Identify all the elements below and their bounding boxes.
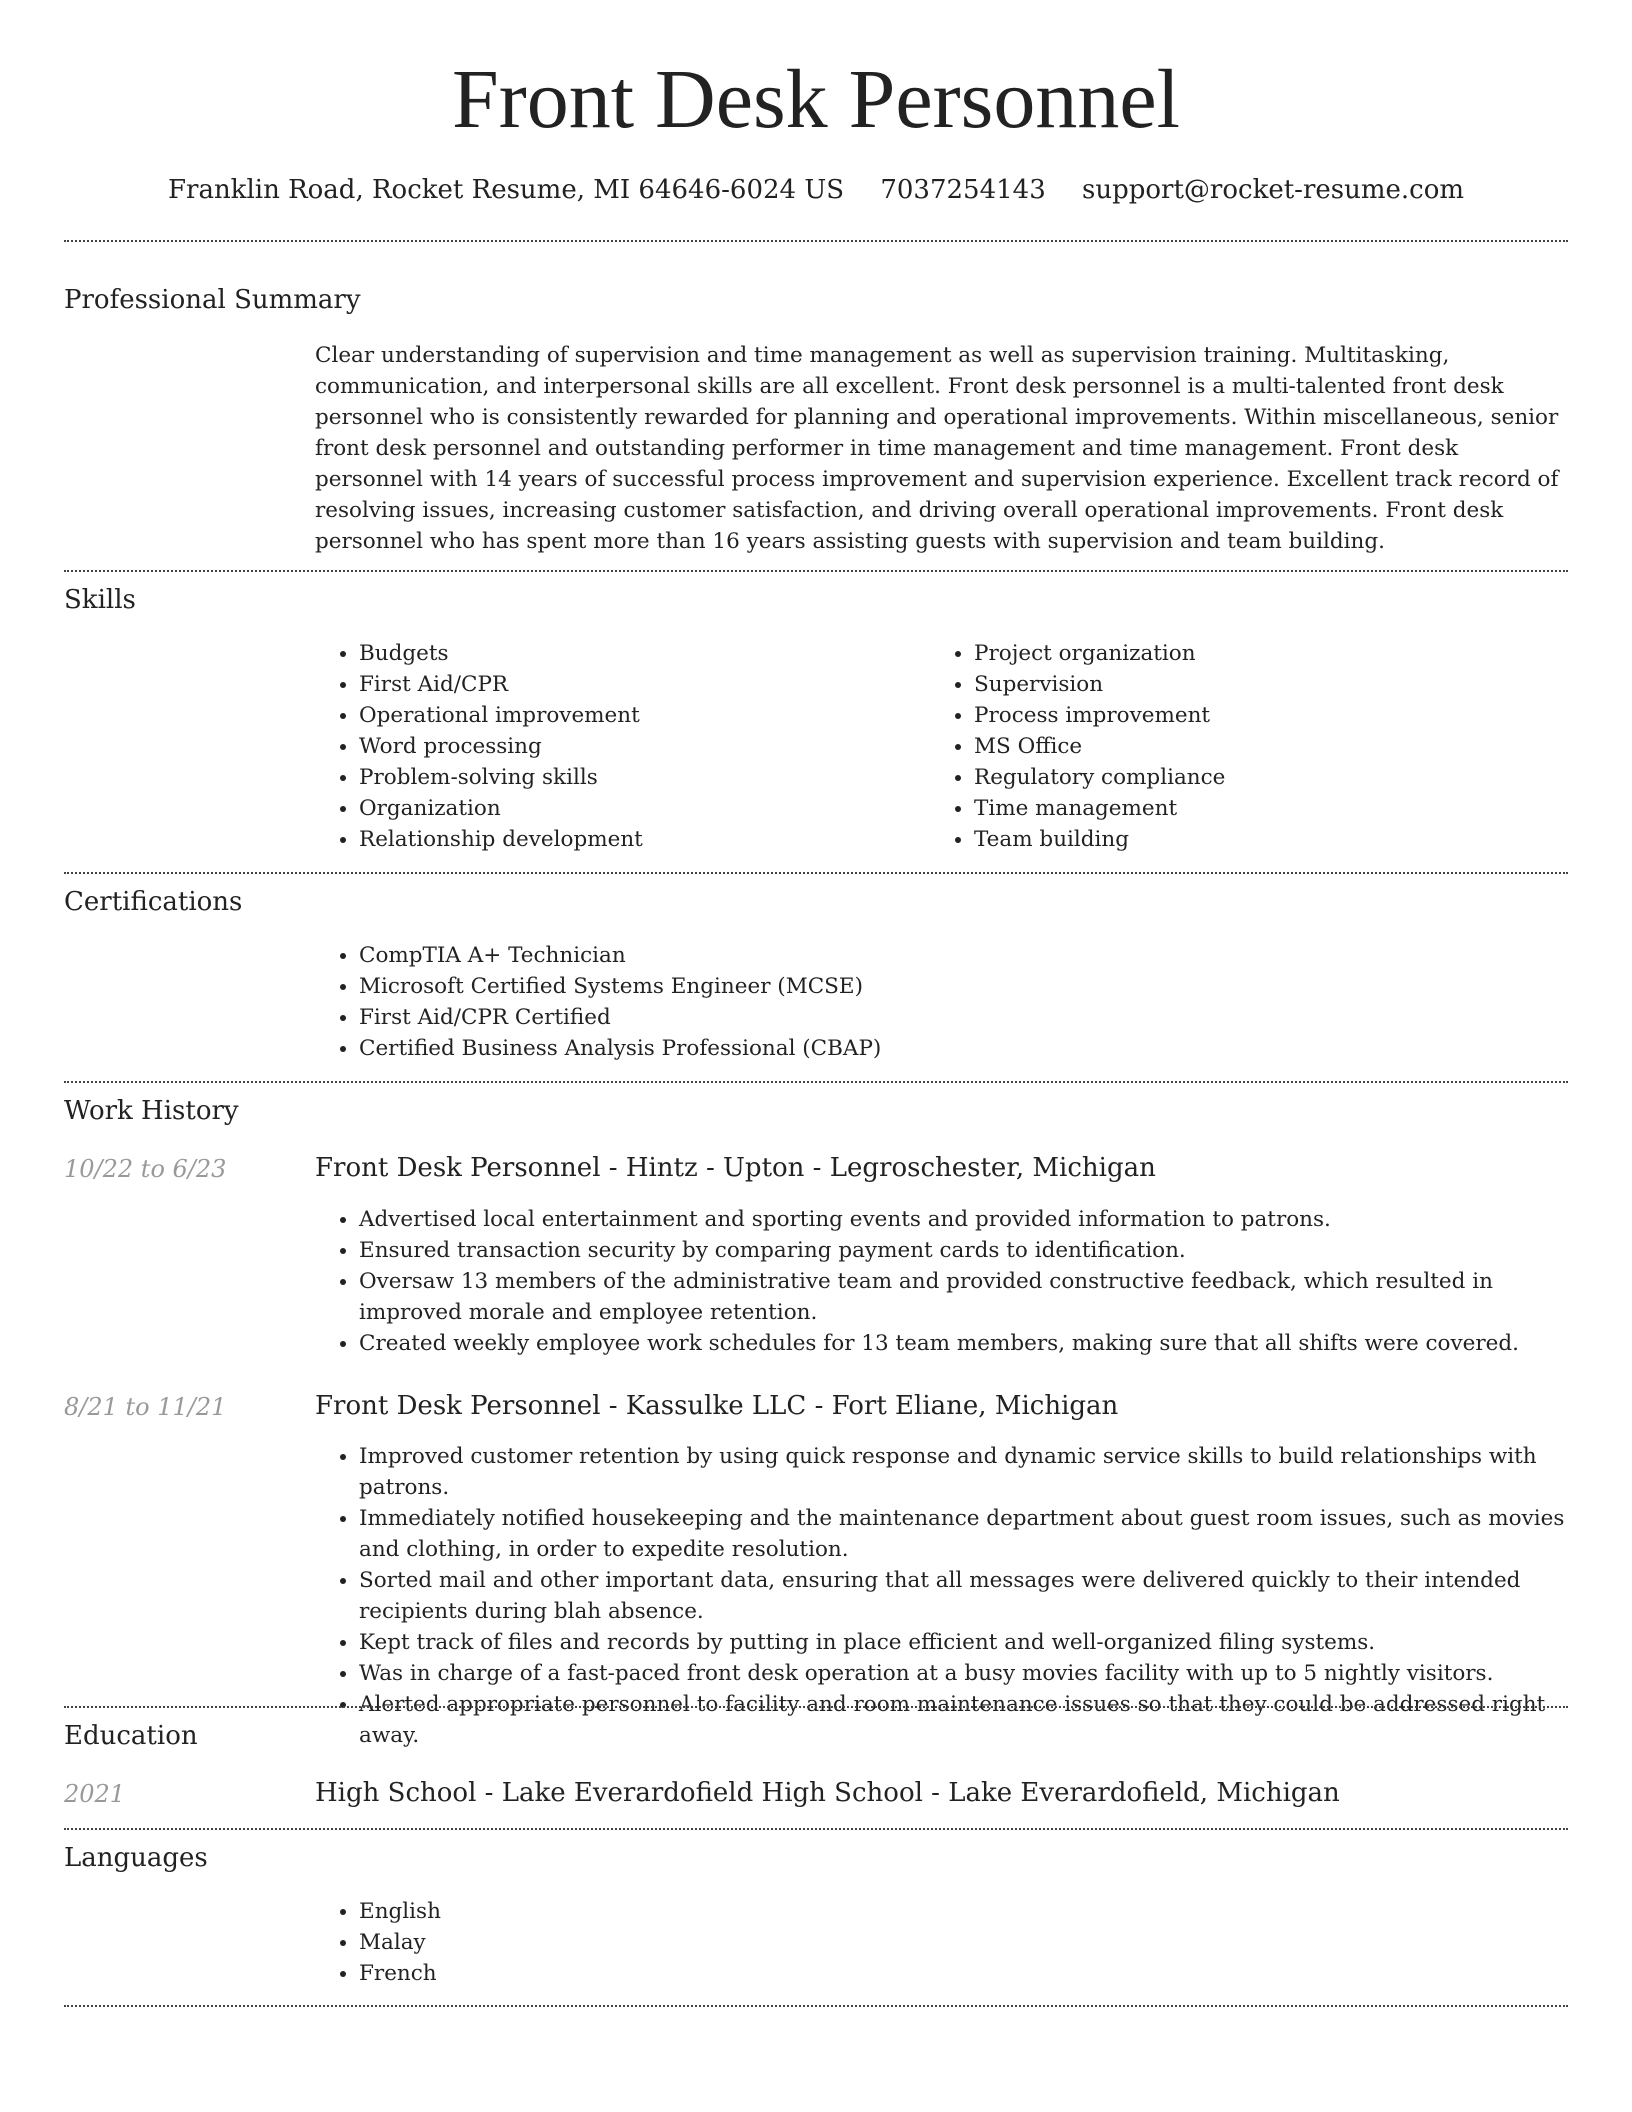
certification-item: • Microsoft Certified Systems Engineer (MCSE) [359, 971, 1559, 1002]
skill-item: • Organization [359, 793, 919, 824]
job-bullet-item: • Immediately notified housekeeping and the maintenance department about guest room issues, such as movies and clothing, in order to expedite resolution. [359, 1503, 1599, 1565]
section-divider [64, 240, 1568, 242]
work-history-section-title: Work History [64, 1096, 239, 1126]
job-bullet-item: • Alerted appropriate personnel to facility and room maintenance issues so that they could be addressed right away. [359, 1689, 1599, 1751]
skills-section-title: Skills [64, 585, 136, 615]
skills-list-right [930, 638, 1534, 855]
education-date: 2021 [64, 1780, 126, 1808]
job-bullet-item: • Ensured transaction security by comparing payment cards to identification. [359, 1235, 1599, 1266]
language-item: • English [359, 1896, 959, 1927]
skill-item: • First Aid/CPR [359, 669, 919, 700]
contact-email: support@rocket-resume.com [1082, 175, 1465, 205]
section-divider [64, 2005, 1568, 2007]
certification-item: • CompTIA A+ Technician [359, 940, 1559, 971]
summary-text: Clear understanding of supervision and time management as well as supervision training. Multitasking, communication, and interpersonal skills are all excellent. Front desk personnel is a multi-talented front desk personnel who is consistently rewarded for planning and operational improvements. Within miscellaneous, senior front desk personnel and outstanding performer in time management and time management. Front desk personnel with 14 years of successful process improvement and supervision experience. Excellent track record of resolving issues, increasing customer satisfaction, and driving overall operational improvements. Front desk personnel who has spent more than 16 years assisting guests with supervision and team building. [315, 343, 1559, 554]
skill-item: • Budgets [359, 638, 919, 669]
job-bullet-item: • Advertised local entertainment and sporting events and provided information to patrons. [359, 1204, 1599, 1235]
skill-item: • Word processing [359, 731, 919, 762]
job-bullets [315, 1204, 1599, 1359]
languages-list [315, 1896, 959, 1989]
skill-item: • Team building [974, 824, 1534, 855]
education-section-title: Education [64, 1721, 198, 1751]
skill-item: • MS Office [974, 731, 1534, 762]
contact-phone: 7037254143 [880, 175, 1046, 205]
skill-item: • Time management [974, 793, 1534, 824]
certifications-section-title: Certifications [64, 887, 243, 917]
skill-item: • Relationship development [359, 824, 919, 855]
section-divider [64, 570, 1568, 572]
language-item: • French [359, 1958, 959, 1989]
education-entry: High School - Lake Everardofield High School - Lake Everardofield, Michigan [315, 1778, 1340, 1808]
skill-item: • Operational improvement [359, 700, 919, 731]
job-bullet-item: • Created weekly employee work schedules for 13 team members, making sure that all shifts were covered. [359, 1328, 1599, 1359]
section-divider [64, 1828, 1568, 1830]
skill-item: • Regulatory compliance [974, 762, 1534, 793]
job-date: 10/22 to 6/23 [64, 1155, 227, 1183]
languages-section-title: Languages [64, 1843, 208, 1873]
language-item: • Malay [359, 1927, 959, 1958]
skills-list-left [315, 638, 919, 855]
section-divider [64, 1081, 1568, 1083]
summary-section-title: Professional Summary [64, 285, 361, 315]
skill-item: • Project organization [974, 638, 1534, 669]
certification-item: • Certified Business Analysis Professional (CBAP) [359, 1033, 1559, 1064]
contact-address: Franklin Road, Rocket Resume, MI 64646-6024 US [167, 175, 845, 205]
job-date: 8/21 to 11/21 [64, 1393, 227, 1421]
certification-item: • First Aid/CPR Certified [359, 1002, 1559, 1033]
section-divider [64, 872, 1568, 874]
job-bullet-item: • Sorted mail and other important data, ensuring that all messages were delivered quickly to their intended recipients during blah absence. [359, 1565, 1599, 1627]
resume-name: Front Desk Personnel [452, 53, 1180, 146]
job-bullet-item: • Kept track of files and records by putting in place efficient and well-organized filing systems. [359, 1627, 1599, 1658]
section-divider [64, 1706, 1568, 1708]
job-bullet-item: • Was in charge of a fast-paced front desk operation at a busy movies facility with up to 5 nightly visitors. [359, 1658, 1599, 1689]
skill-item: • Supervision [974, 669, 1534, 700]
job-bullets [315, 1441, 1599, 1751]
skill-item: • Problem-solving skills [359, 762, 919, 793]
certifications-list [315, 940, 1559, 1064]
job-title: Front Desk Personnel - Hintz - Upton - Legroschester, Michigan [315, 1153, 1156, 1183]
job-title: Front Desk Personnel - Kassulke LLC - Fort Eliane, Michigan [315, 1391, 1119, 1421]
skill-item: • Process improvement [974, 700, 1534, 731]
job-bullet-item: • Oversaw 13 members of the administrative team and provided constructive feedback, which resulted in improved morale and employee retention. [359, 1266, 1599, 1328]
contact-line [0, 170, 1632, 210]
job-bullet-item: • Improved customer retention by using quick response and dynamic service skills to build relationships with patrons. [359, 1441, 1599, 1503]
